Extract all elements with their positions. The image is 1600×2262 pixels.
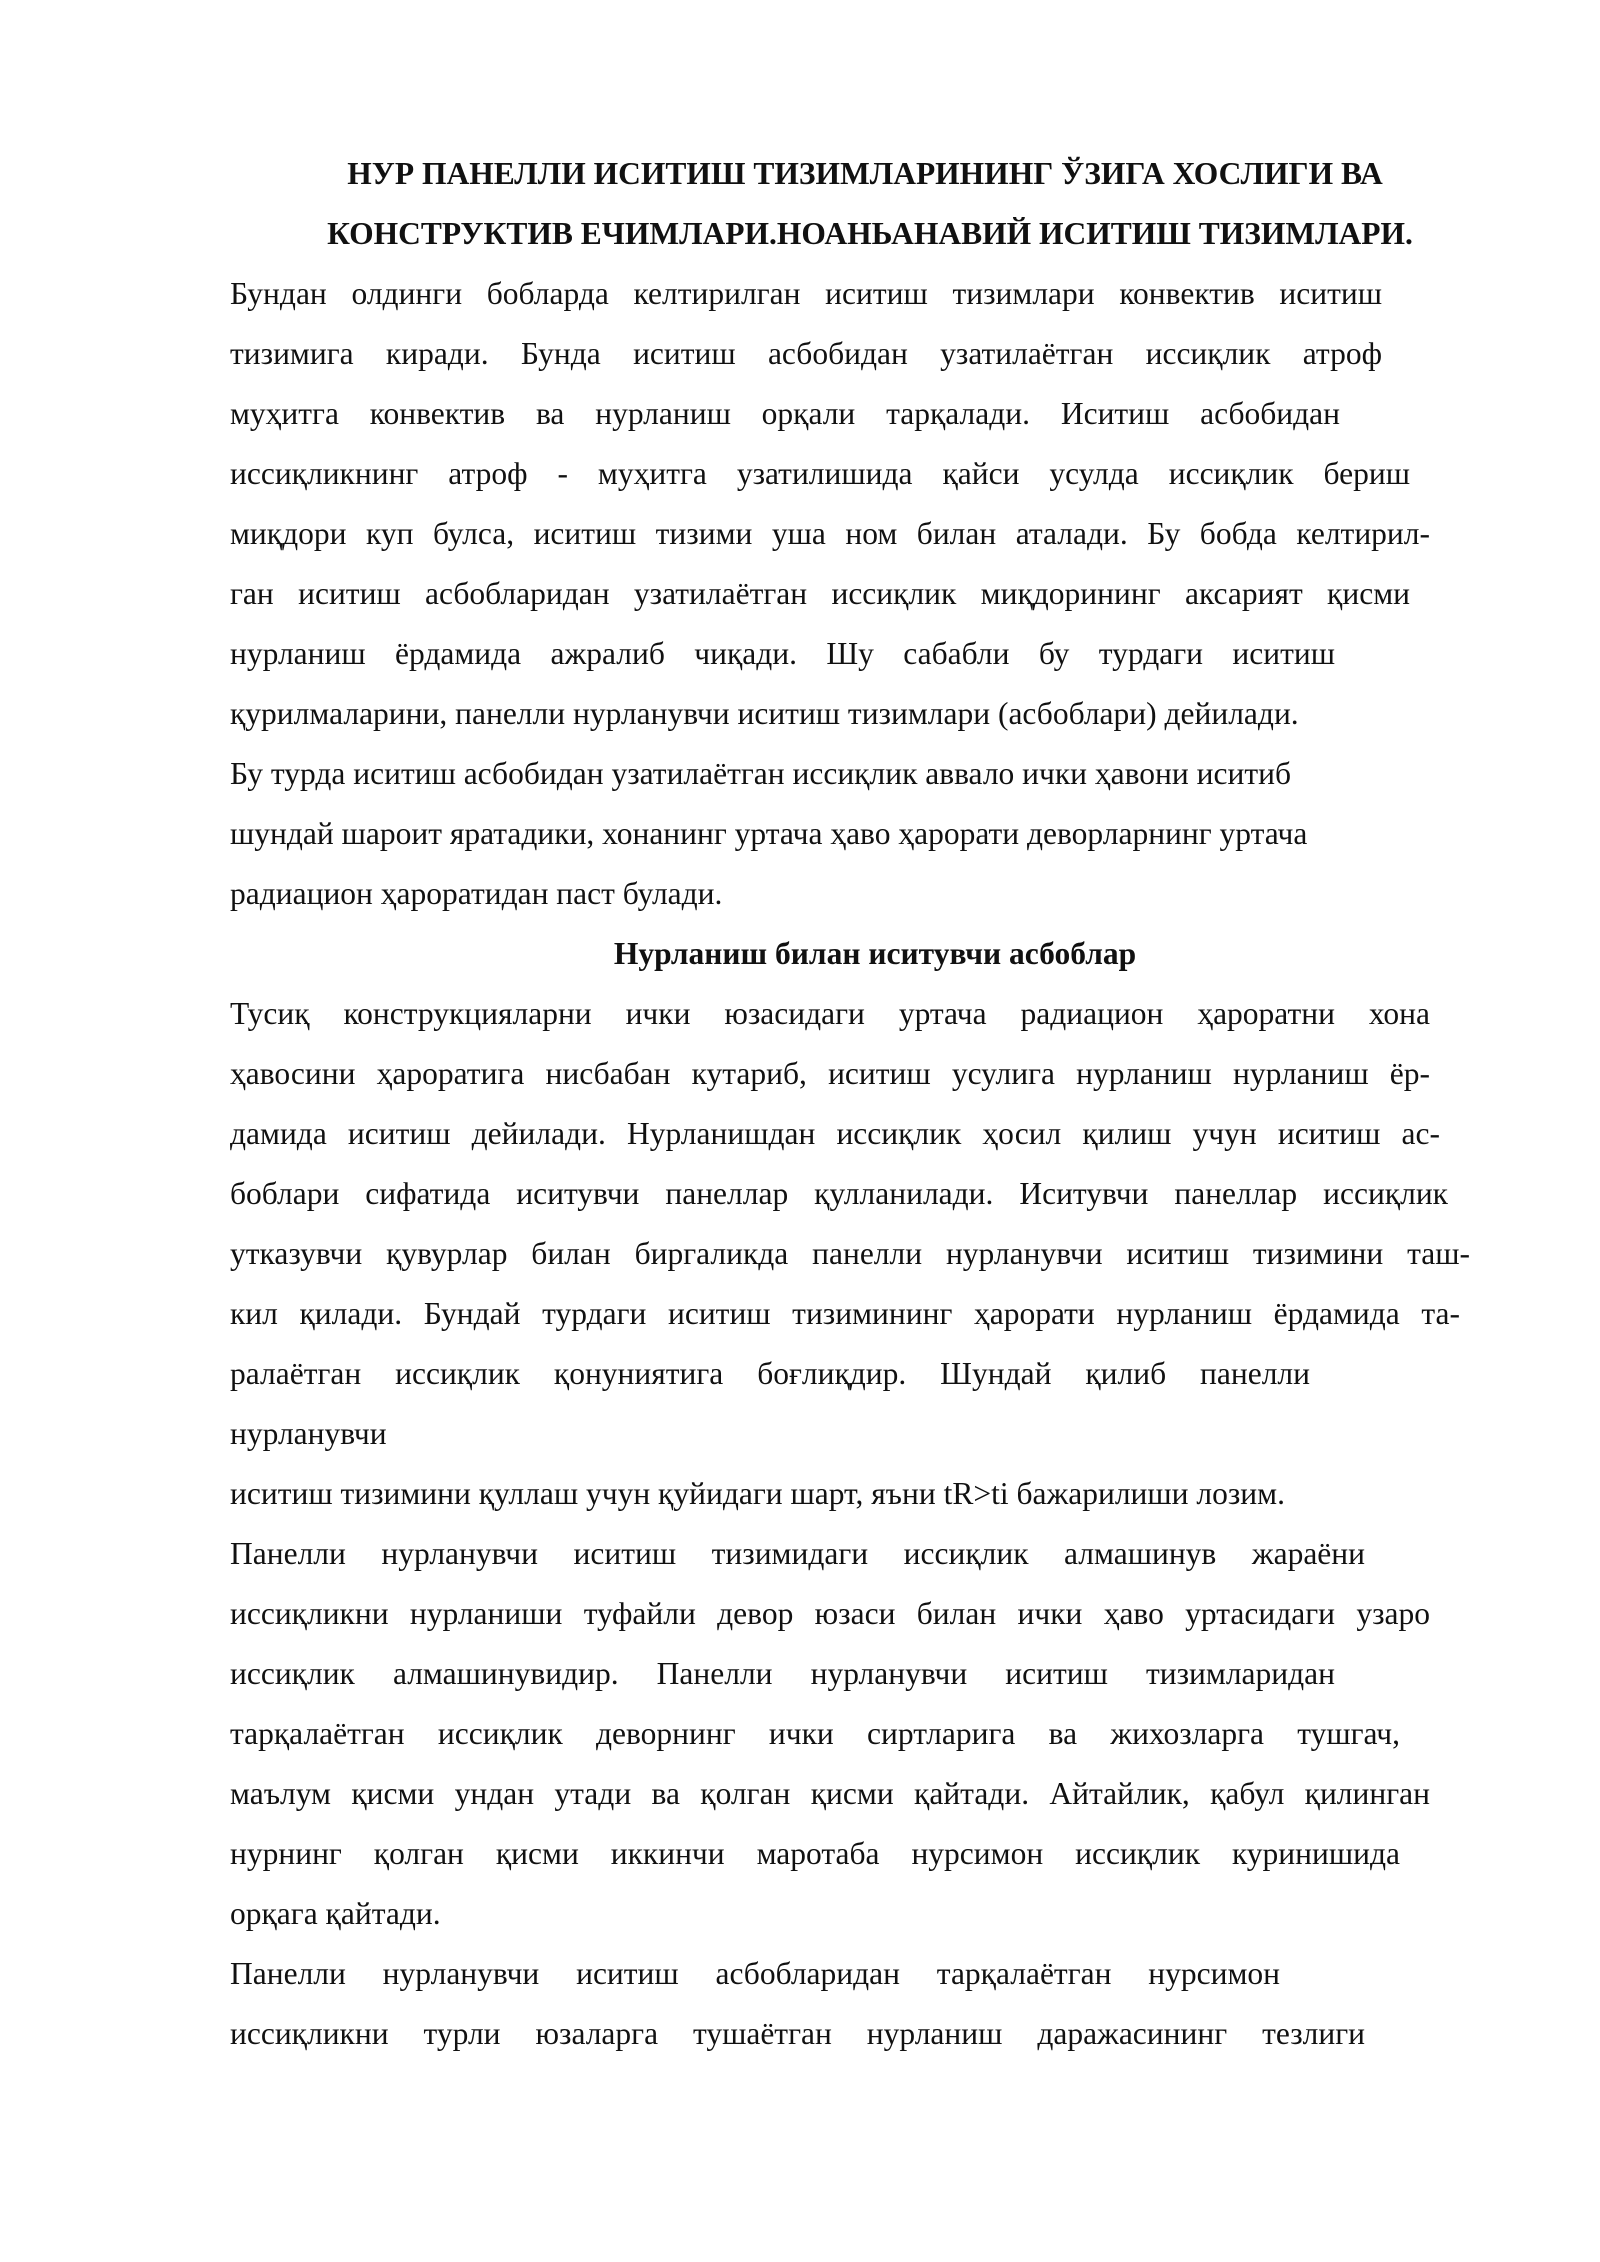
section-subheading: Нурланиш билан иситувчи асбоблар xyxy=(613,936,1137,971)
paragraph-line: Бу турда иситиш асбобидан узатилаётган иссиқлик аввало ички ҳавони иситиб xyxy=(230,756,1291,791)
paragraph-line: радиацион ҳароратидан паст булади. xyxy=(230,876,723,911)
paragraph-line: ҳавосини ҳароратига нисбабан кутариб, иситиш усулига нурланиш нурланиш ёр- xyxy=(230,1056,1430,1091)
paragraph-line: иссиқликни турли юзаларга тушаётган нурланиш даражасининг тезлиги xyxy=(230,2016,1365,2051)
paragraph-line: ралаётган иссиқлик қонуниятига боғлиқдир. Шундай қилиб панелли xyxy=(230,1356,1310,1391)
paragraph-line: боблари сифатида иситувчи панеллар қулланилади. Иситувчи панеллар иссиқлик xyxy=(230,1176,1448,1211)
paragraph-line: дамида иситиш дейилади. Нурланишдан иссиқлик ҳосил қилиш учун иситиш ас- xyxy=(230,1116,1440,1151)
paragraph-line: қурилмаларини, панелли нурланувчи иситиш тизимлари (асбоблари) дейилади. xyxy=(230,696,1299,731)
paragraph-line: нурнинг қолган қисми иккинчи маротаба нурсимон иссиқлик куринишида xyxy=(230,1836,1400,1871)
paragraph-line: тизимига киради. Бунда иситиш асбобидан узатилаётган иссиқлик атроф xyxy=(230,336,1382,371)
paragraph-line: маълум қисми ундан утади ва қолган қисми қайтади. Айтайлик, қабул қилинган xyxy=(230,1776,1430,1811)
paragraph-1 xyxy=(230,264,1480,924)
paragraph-line: утказувчи қувурлар билан биргаликда панелли нурланувчи иситиш тизимини таш- xyxy=(230,1236,1470,1271)
title-line-2: КОНСТРУКТИВ ЕЧИМЛАРИ.НОАНЬАНАВИЙ ИСИТИШ ТИЗИМЛАРИ. xyxy=(327,216,1413,251)
paragraph-line: нурланиш ёрдамида ажралиб чиқади. Шу сабабли бу турдаги иситиш xyxy=(230,636,1335,671)
paragraph-line: миқдори куп булса, иситиш тизими уша ном билан аталади. Бу бобда келтирил- xyxy=(230,516,1430,551)
paragraph-2 xyxy=(230,984,1480,1944)
paragraph-line: иситиш тизимини қуллаш учун қуйидаги шарт, яъни tR>ti бажарилиши лозим. xyxy=(230,1476,1285,1511)
paragraph-line: иссиқликни нурланиши туфайли девор юзаси билан ички ҳаво уртасидаги узаро xyxy=(230,1596,1430,1631)
paragraph-line: тарқалаётган иссиқлик деворнинг ички сиртларига ва жихозларга тушгач, xyxy=(230,1716,1400,1751)
paragraph-line: кил қилади. Бундай турдаги иситиш тизимининг ҳарорати нурланиш ёрдамида та- xyxy=(230,1296,1460,1331)
paragraph-line: нурланувчи xyxy=(230,1416,387,1451)
paragraph-line: Панелли нурланувчи иситиш тизимидаги иссиқлик алмашинув жараёни xyxy=(230,1536,1365,1571)
paragraph-line: ган иситиш асбобларидан узатилаётган иссиқлик миқдорининг аксарият қисми xyxy=(230,576,1410,611)
document-page xyxy=(230,144,1480,2064)
paragraph-line: муҳитга конвектив ва нурланиш орқали тарқалади. Иситиш асбобидан xyxy=(230,396,1340,431)
paragraph-line: шундай шароит яратадики, хонанинг уртача ҳаво ҳарорати деворларнинг уртача xyxy=(230,816,1308,851)
paragraph-line: иссиқликнинг атроф - муҳитга узатилишида қайси усулда иссиқлик бериш xyxy=(230,456,1410,491)
paragraph-line: Панелли нурланувчи иситиш асбобларидан тарқалаётган нурсимон xyxy=(230,1956,1280,1991)
paragraph-line: Тусиқ конструкцияларни ички юзасидаги уртача радиацион ҳароратни хона xyxy=(230,996,1430,1031)
title-line-1: НУР ПАНЕЛЛИ ИСИТИШ ТИЗИМЛАРИНИНГ ЎЗИГА ХОСЛИГИ ВА xyxy=(347,156,1383,191)
paragraph-3 xyxy=(230,1944,1480,2064)
paragraph-line: Бундан олдинги бобларда келтирилган иситиш тизимлари конвектив иситиш xyxy=(230,276,1382,311)
paragraph-line: иссиқлик алмашинувидир. Панелли нурланувчи иситиш тизимларидан xyxy=(230,1656,1335,1691)
paragraph-line: орқага қайтади. xyxy=(230,1896,441,1931)
